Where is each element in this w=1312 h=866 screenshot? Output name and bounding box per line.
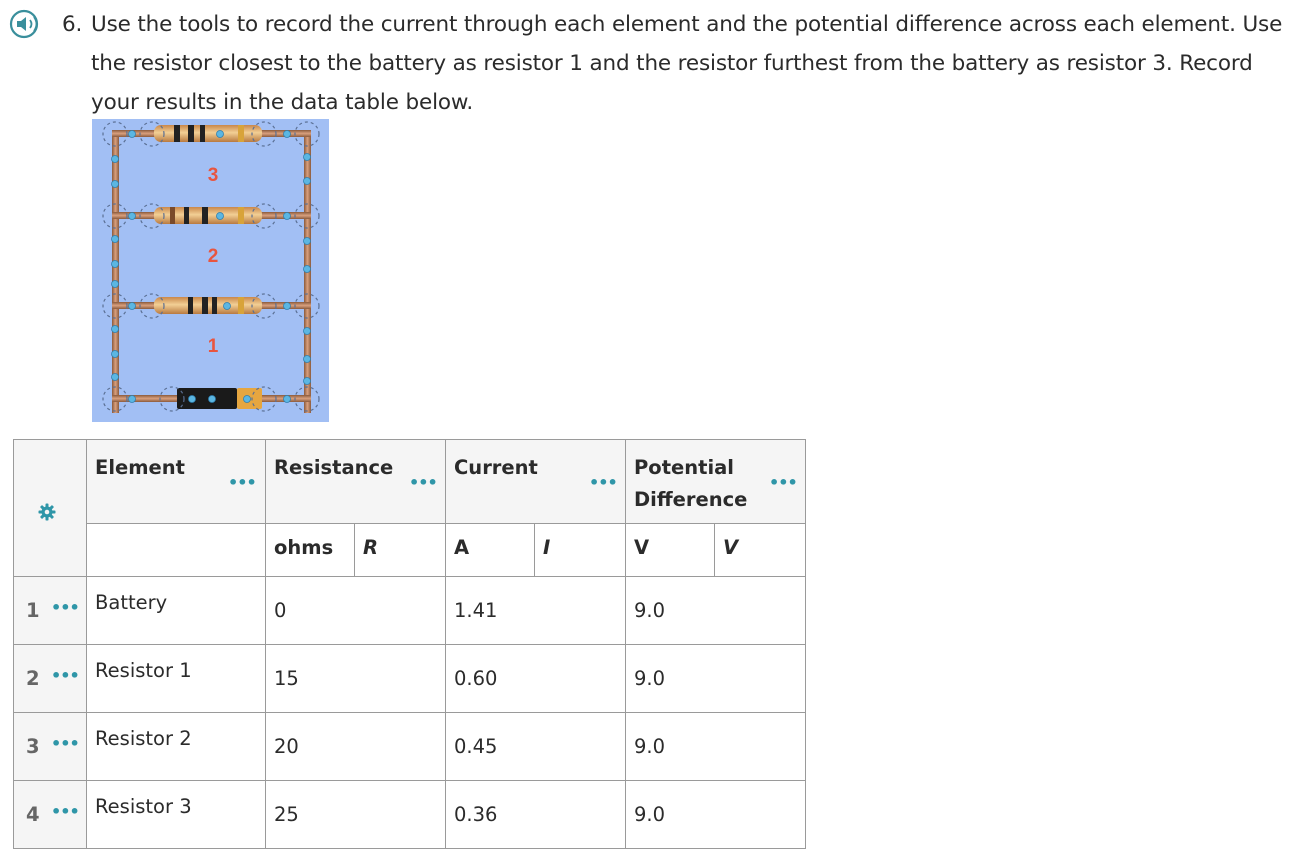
cell-current[interactable]: 0.36 bbox=[446, 781, 626, 849]
cell-current[interactable]: 0.60 bbox=[446, 645, 626, 713]
header-resistance: Resistance ••• bbox=[266, 440, 446, 524]
cell-resistance[interactable]: 0 bbox=[266, 577, 446, 645]
resistor-label-3: 3 bbox=[207, 165, 219, 186]
header-element: Element ••• bbox=[87, 440, 266, 524]
cell-element[interactable]: Resistor 3 bbox=[87, 781, 266, 849]
row-label: 1 ••• bbox=[14, 577, 87, 645]
table-row bbox=[14, 713, 806, 781]
cell-potential-difference[interactable]: 9.0 bbox=[626, 781, 806, 849]
cell-resistance[interactable]: 20 bbox=[266, 713, 446, 781]
resistor-1 bbox=[154, 297, 262, 314]
unit-current[interactable]: A bbox=[446, 524, 535, 577]
cell-potential-difference[interactable]: 9.0 bbox=[626, 577, 806, 645]
table-row bbox=[14, 781, 806, 849]
cell-potential-difference[interactable]: 9.0 bbox=[626, 645, 806, 713]
unit-resistance[interactable]: ohms bbox=[266, 524, 355, 577]
question-body: Use the tools to record the current through each element and the potential difference across each element. Use the resistor closest to the battery as resistor 1 and the resistor furthest from the battery as resistor 3. Record your results in the data table below. bbox=[91, 12, 1283, 115]
header-current: Current ••• bbox=[446, 440, 626, 524]
resistor-3 bbox=[154, 125, 262, 142]
column-menu-button[interactable]: ••• bbox=[769, 473, 797, 492]
cell-element[interactable]: Battery bbox=[87, 577, 266, 645]
unit-element-blank[interactable] bbox=[87, 524, 266, 577]
resistor-2 bbox=[154, 207, 262, 224]
symbol-potential-difference[interactable]: V bbox=[715, 524, 806, 577]
unit-potential-difference[interactable]: V bbox=[626, 524, 715, 577]
row-label: 2 ••• bbox=[14, 645, 87, 713]
column-menu-button[interactable]: ••• bbox=[228, 473, 256, 492]
resistor-label-1: 1 bbox=[207, 336, 219, 357]
cell-resistance[interactable]: 25 bbox=[266, 781, 446, 849]
cell-current[interactable]: 0.45 bbox=[446, 713, 626, 781]
header-potential-difference: Potential Difference ••• bbox=[626, 440, 806, 524]
symbol-current[interactable]: I bbox=[535, 524, 626, 577]
row-label: 4 ••• bbox=[14, 781, 87, 849]
symbol-resistance[interactable]: R bbox=[355, 524, 446, 577]
circuit-diagram bbox=[92, 119, 329, 422]
row-menu-button[interactable]: ••• bbox=[51, 666, 79, 685]
question-text bbox=[62, 5, 1307, 122]
column-menu-button[interactable]: ••• bbox=[409, 473, 437, 492]
row-menu-button[interactable]: ••• bbox=[51, 734, 79, 753]
cell-resistance[interactable]: 15 bbox=[266, 645, 446, 713]
column-menu-button[interactable]: ••• bbox=[589, 473, 617, 492]
resistor-label-2: 2 bbox=[207, 246, 219, 267]
row-menu-button[interactable]: ••• bbox=[51, 598, 79, 617]
table-row bbox=[14, 577, 806, 645]
settings-cell bbox=[14, 440, 87, 577]
cell-element[interactable]: Resistor 2 bbox=[87, 713, 266, 781]
speaker-icon[interactable] bbox=[9, 9, 45, 39]
cell-current[interactable]: 1.41 bbox=[446, 577, 626, 645]
cell-potential-difference[interactable]: 9.0 bbox=[626, 713, 806, 781]
cell-element[interactable]: Resistor 1 bbox=[87, 645, 266, 713]
gear-icon[interactable] bbox=[38, 503, 56, 526]
table-row bbox=[14, 645, 806, 713]
data-table bbox=[13, 439, 806, 849]
row-label: 3 ••• bbox=[14, 713, 87, 781]
question-number: 6. bbox=[62, 12, 83, 37]
row-menu-button[interactable]: ••• bbox=[51, 802, 79, 821]
